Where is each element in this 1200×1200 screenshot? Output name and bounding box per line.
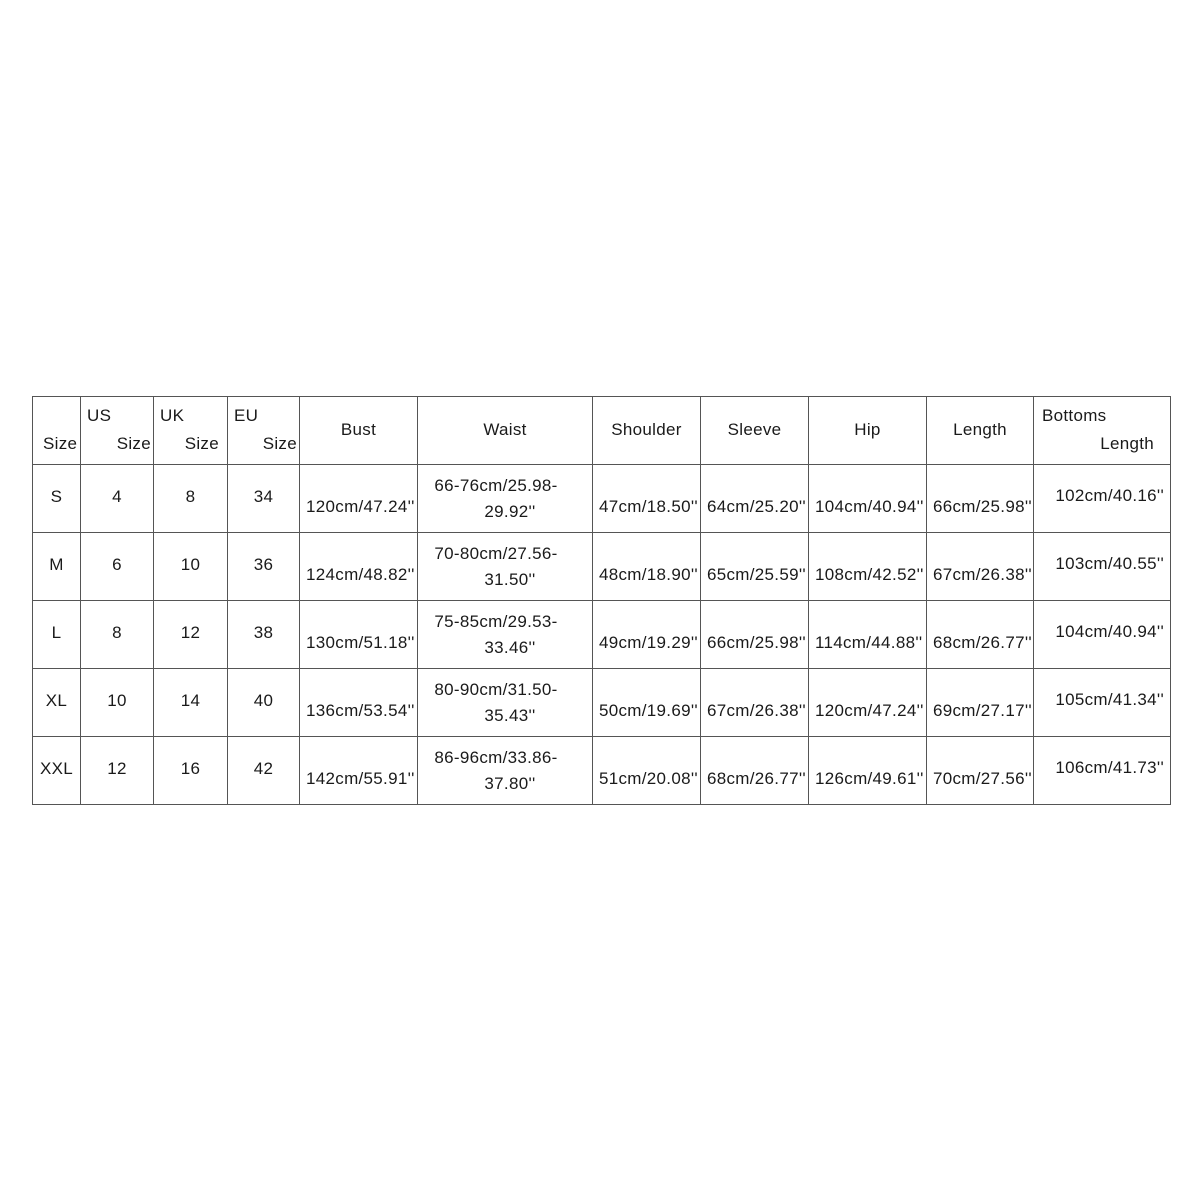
uk-size-value: 12 [180, 622, 201, 642]
header-sleeve [701, 397, 809, 465]
size-cell [33, 465, 81, 533]
header-waist-label: Waist [483, 419, 527, 439]
table-row [33, 465, 1171, 533]
header-bust [300, 397, 418, 465]
uk-size-cell [154, 669, 228, 737]
bottoms-length-value: 106cm/41.73'' [1055, 757, 1164, 777]
header-us-size [81, 397, 154, 465]
shoulder-value: 50cm/19.69'' [599, 700, 698, 720]
waist-cell [418, 465, 593, 533]
us-size-value: 8 [112, 622, 122, 642]
header-bottoms-length-label: Length [1100, 433, 1154, 453]
header-uk-label: UK [160, 405, 185, 425]
length-value: 70cm/27.56'' [933, 768, 1032, 788]
us-size-cell [81, 465, 154, 533]
hip-cell [809, 533, 927, 601]
header-hip [809, 397, 927, 465]
shoulder-value: 48cm/18.90'' [599, 564, 698, 584]
size-cell [33, 669, 81, 737]
header-eu-size-label: Size [262, 433, 297, 453]
uk-size-value: 14 [180, 690, 201, 710]
eu-size-cell [228, 465, 300, 533]
bottoms-length-cell [1034, 533, 1171, 601]
shoulder-cell [593, 601, 701, 669]
bust-value: 124cm/48.82'' [306, 564, 415, 584]
us-size-value: 12 [107, 758, 127, 778]
bottoms-length-cell [1034, 465, 1171, 533]
shoulder-value: 49cm/19.29'' [599, 632, 698, 652]
size-cell [33, 533, 81, 601]
us-size-value: 6 [112, 554, 122, 574]
uk-size-value: 16 [180, 758, 201, 778]
uk-size-cell [154, 737, 228, 805]
waist-cell [418, 533, 593, 601]
header-size [33, 397, 81, 465]
waist-value-line2: 29.92'' [484, 501, 536, 521]
bust-cell [300, 737, 418, 805]
bust-cell [300, 533, 418, 601]
waist-value-line1: 86-96cm/33.86- [434, 747, 558, 767]
hip-value: 126cm/49.61'' [815, 768, 924, 788]
length-value: 66cm/25.98'' [933, 496, 1032, 516]
header-us-size-label: Size [116, 433, 151, 453]
bust-value: 136cm/53.54'' [306, 700, 415, 720]
waist-value-line1: 80-90cm/31.50- [434, 679, 558, 699]
header-waist [418, 397, 593, 465]
hip-cell [809, 601, 927, 669]
shoulder-value: 47cm/18.50'' [599, 496, 698, 516]
header-bottoms-label: Bottoms [1042, 405, 1107, 425]
size-chart-table [32, 396, 1171, 805]
bust-cell [300, 669, 418, 737]
size-cell [33, 737, 81, 805]
us-size-cell [81, 669, 154, 737]
us-size-cell [81, 533, 154, 601]
sleeve-value: 66cm/25.98'' [707, 632, 806, 652]
header-length [927, 397, 1034, 465]
sleeve-value: 68cm/26.77'' [707, 768, 806, 788]
length-cell [927, 737, 1034, 805]
shoulder-cell [593, 465, 701, 533]
bust-cell [300, 601, 418, 669]
us-size-cell [81, 737, 154, 805]
eu-size-cell [228, 601, 300, 669]
uk-size-value: 8 [185, 486, 196, 506]
uk-size-cell [154, 601, 228, 669]
length-cell [927, 465, 1034, 533]
sleeve-value: 65cm/25.59'' [707, 564, 806, 584]
shoulder-cell [593, 737, 701, 805]
eu-size-cell [228, 669, 300, 737]
eu-size-cell [228, 533, 300, 601]
size-value: L [51, 622, 62, 642]
table-row [33, 669, 1171, 737]
header-shoulder-label: Shoulder [611, 419, 682, 439]
hip-value: 114cm/44.88'' [815, 632, 923, 652]
header-row [33, 397, 1171, 465]
bottoms-length-value: 104cm/40.94'' [1055, 621, 1164, 641]
us-size-cell [81, 601, 154, 669]
eu-size-cell [228, 737, 300, 805]
bottoms-length-value: 102cm/40.16'' [1055, 485, 1164, 505]
hip-cell [809, 465, 927, 533]
table-row [33, 601, 1171, 669]
hip-cell [809, 737, 927, 805]
header-bust-label: Bust [340, 419, 377, 439]
waist-value-line2: 35.43'' [484, 705, 536, 725]
eu-size-value: 36 [253, 554, 274, 574]
length-value: 67cm/26.38'' [933, 564, 1032, 584]
header-uk-size [154, 397, 228, 465]
uk-size-cell [154, 533, 228, 601]
hip-value: 104cm/40.94'' [815, 496, 924, 516]
shoulder-value: 51cm/20.08'' [599, 768, 698, 788]
sleeve-cell [701, 533, 809, 601]
uk-size-value: 10 [180, 554, 201, 574]
hip-value: 120cm/47.24'' [815, 700, 924, 720]
us-size-value: 10 [107, 690, 127, 710]
shoulder-cell [593, 533, 701, 601]
size-value: XXL [39, 758, 74, 778]
header-size-label: Size [43, 433, 78, 453]
waist-cell [418, 669, 593, 737]
size-value: XL [45, 690, 68, 710]
header-shoulder [593, 397, 701, 465]
length-cell [927, 533, 1034, 601]
eu-size-value: 38 [253, 622, 274, 642]
length-value: 69cm/27.17'' [933, 700, 1032, 720]
header-sleeve-label: Sleeve [727, 419, 782, 439]
bottoms-length-value: 105cm/41.34'' [1055, 689, 1164, 709]
sleeve-cell [701, 737, 809, 805]
table-row [33, 737, 1171, 805]
length-cell [927, 669, 1034, 737]
shoulder-cell [593, 669, 701, 737]
sleeve-value: 67cm/26.38'' [707, 700, 806, 720]
header-length-label: Length [953, 419, 1007, 439]
sleeve-value: 64cm/25.20'' [707, 496, 806, 516]
sleeve-cell [701, 601, 809, 669]
sleeve-cell [701, 465, 809, 533]
uk-size-cell [154, 465, 228, 533]
bust-value: 130cm/51.18'' [306, 632, 415, 652]
waist-value-line2: 31.50'' [484, 569, 536, 589]
header-uk-size-label: Size [184, 433, 219, 453]
bottoms-length-cell [1034, 601, 1171, 669]
size-value: M [49, 554, 64, 574]
waist-cell [418, 601, 593, 669]
hip-value: 108cm/42.52'' [815, 564, 924, 584]
bust-cell [300, 465, 418, 533]
header-bottoms-length [1034, 397, 1171, 465]
length-cell [927, 601, 1034, 669]
size-cell [33, 601, 81, 669]
bust-value: 142cm/55.91'' [306, 768, 415, 788]
eu-size-value: 40 [253, 690, 274, 710]
waist-value-line1: 70-80cm/27.56- [434, 543, 558, 563]
length-value: 68cm/26.77'' [933, 632, 1032, 652]
bottoms-length-cell [1034, 737, 1171, 805]
header-eu-size [228, 397, 300, 465]
bust-value: 120cm/47.24'' [306, 496, 415, 516]
header-hip-label: Hip [854, 419, 881, 439]
eu-size-value: 34 [253, 486, 274, 506]
waist-value-line2: 33.46'' [484, 637, 536, 657]
bottoms-length-value: 103cm/40.55'' [1055, 553, 1164, 573]
sleeve-cell [701, 669, 809, 737]
hip-cell [809, 669, 927, 737]
waist-value-line1: 66-76cm/25.98- [434, 475, 558, 495]
waist-value-line2: 37.80'' [484, 773, 536, 793]
waist-cell [418, 737, 593, 805]
eu-size-value: 42 [253, 758, 274, 778]
table-row [33, 533, 1171, 601]
size-value: S [50, 486, 63, 506]
waist-value-line1: 75-85cm/29.53- [434, 611, 558, 631]
us-size-value: 4 [112, 486, 122, 506]
header-eu-label: EU [234, 405, 259, 425]
bottoms-length-cell [1034, 669, 1171, 737]
header-us-label: US [87, 405, 112, 425]
